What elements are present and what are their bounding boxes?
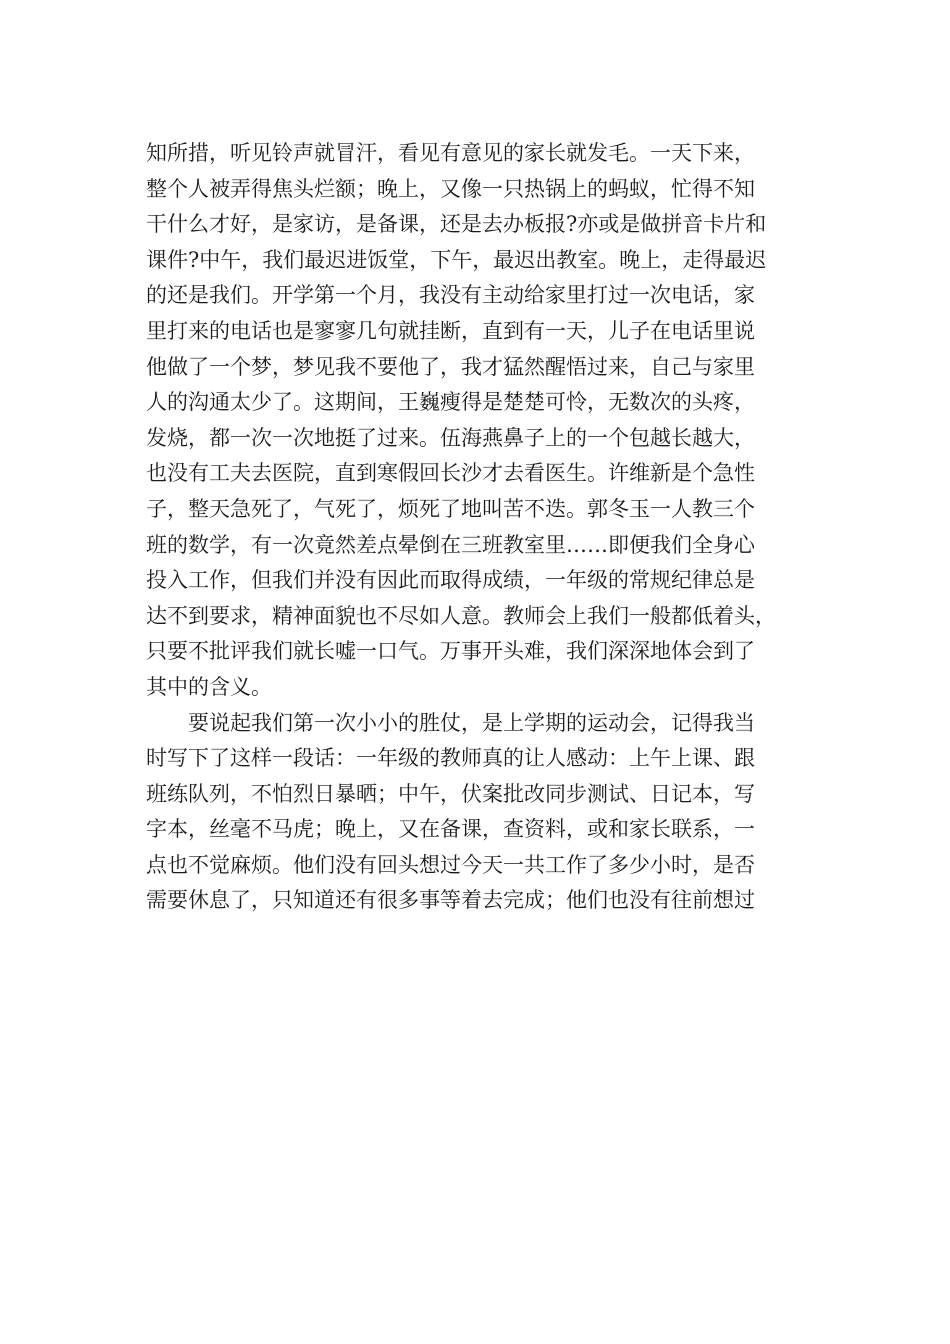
text-line: 他做了一个梦，梦见我不要他了，我才猛然醒悟过来，自己与家里: [146, 354, 755, 379]
text-line: 里打来的电话也是寥寥几句就挂断，直到有一天，儿子在电话里说: [146, 318, 755, 343]
text-line: 班的数学，有一次竟然差点晕倒在三班教室里……即便我们全身心: [146, 532, 755, 557]
text-line: 知所措，听见铃声就冒汗，看见有意见的家长就发毛。一天下来，: [146, 141, 755, 165]
text-line: 投入工作，但我们并没有因此而取得成绩，一年级的常规纪律总是: [146, 568, 755, 593]
text-line: 的还是我们。开学第一个月，我没有主动给家里打过一次电话，家: [146, 283, 755, 308]
text-line: 需要休息了，只知道还有很多事等着去完成；他们也没有往前想过: [146, 888, 755, 913]
text-line: 时写下了这样一段话：一年级的教师真的让人感动：上午上课、跟: [146, 746, 755, 771]
text-line: 整个人被弄得焦头烂额；晚上，又像一只热锅上的蚂蚁，忙得不知: [146, 176, 755, 201]
text-line: 字本，丝毫不马虎；晚上，又在备课，查资料，或和家长联系，一: [146, 817, 755, 842]
text-line: 班练队列，不怕烈日暴晒；中午，伏案批改同步测试、日记本，写: [146, 781, 755, 806]
text-line: 达不到要求，精神面貌也不尽如人意。教师会上我们一般都低着头，: [146, 603, 776, 628]
text-line: 也没有工夫去医院，直到寒假回长沙才去看医生。许维新是个急性: [146, 461, 755, 486]
paragraph-1: [146, 136, 806, 706]
text-line: 课件?中午，我们最迟进饭堂，下午，最迟出教室。晚上，走得最迟: [146, 247, 767, 272]
paragraph-2: [146, 706, 806, 920]
text-line: 只要不批评我们就长嘘一口气。万事开头难，我们深深地体会到了: [146, 639, 755, 664]
text-line: 发烧，都一次一次地挺了过来。伍海燕鼻子上的一个包越长越大，: [146, 425, 755, 450]
text-line: 人的沟通太少了。这期间，王巍瘦得是楚楚可怜，无数次的头疼，: [146, 390, 755, 415]
text-line: 要说起我们第一次小小的胜仗，是上学期的运动会，记得我当: [188, 710, 755, 735]
text-line: 子，整天急死了，气死了，烦死了地叫苦不迭。郭冬玉一人教三个: [146, 496, 755, 521]
text-line: 点也不觉麻烦。他们没有回头想过今天一共工作了多少小时，是否: [146, 852, 755, 877]
text-line: 干什么才好，是家访，是备课，还是去办板报?亦或是做拼音卡片和: [146, 212, 767, 237]
text-line: 其中的含义。: [146, 674, 272, 699]
document-body: [146, 136, 806, 919]
